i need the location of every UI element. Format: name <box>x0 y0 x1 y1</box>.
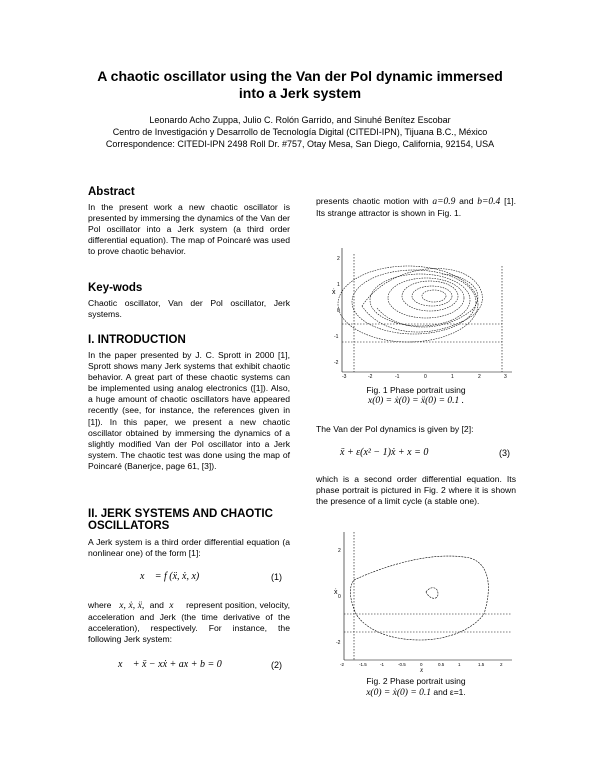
fig1-caption-text: Fig. 1 Phase portrait using <box>366 385 466 395</box>
fig1-x-tick: 2 <box>478 374 481 378</box>
jerk-heading-line-2: OSCILLATORS <box>88 520 170 532</box>
jerk-heading <box>88 508 290 532</box>
fig1-x-tick: -3 <box>342 374 347 378</box>
figure-1-phase-portrait <box>322 246 516 378</box>
param-a: a=0.9 <box>432 197 456 207</box>
paper-title <box>80 68 520 102</box>
jerk-symbol: x⃛ <box>169 601 181 611</box>
equation-2-number: (2) <box>271 660 282 670</box>
param-b: b=0.4 <box>477 197 501 207</box>
fig2-y-label: ẋ <box>334 589 338 596</box>
jerk-text-and: and <box>149 600 164 610</box>
equation-2: x⃛ + ẍ − xẋ + ax + b = 0 <box>118 659 222 670</box>
figure-2-phase-portrait <box>330 528 516 668</box>
fig2-limit-cycle <box>350 556 488 640</box>
author-names: Leonardo Acho Zuppa, Julio C. Rolón Garrido, and Sinuhé Benítez Escobar <box>149 115 451 125</box>
fig2-x-tick: -0.5 <box>398 662 406 667</box>
fig1-x-tick: -1 <box>395 374 400 378</box>
fig2-x-tick: -1.5 <box>359 662 367 667</box>
jerk-vars: x, ẋ, ẍ, <box>119 601 145 611</box>
fig2-x-tick: 0 <box>420 662 423 667</box>
author-block <box>60 114 540 150</box>
jerk-heading-line-1: II. JERK SYSTEMS AND CHAOTIC <box>88 508 273 520</box>
fig2-x-tick: -1 <box>380 662 385 667</box>
equation-3: ẍ + ε(x² − 1)ẋ + x = 0 <box>340 447 429 458</box>
fig2-caption-text: Fig. 2 Phase portrait using <box>366 676 466 686</box>
figure-1-caption <box>316 385 516 407</box>
fig1-axes <box>342 248 512 372</box>
jerk-text-1: A Jerk system is a third order differential equation (a nonlinear one) of the form [1]: <box>88 537 290 559</box>
fig1-x-tick: -2 <box>368 374 373 378</box>
fig1-y-tick: -2 <box>334 360 339 366</box>
fig1-x-tick: 1 <box>451 374 454 378</box>
introduction-section <box>88 334 290 472</box>
equation-1-number: (1) <box>271 572 282 582</box>
fig2-x-tick: -2 <box>340 662 345 667</box>
abstract-section <box>88 186 290 257</box>
fig2-y-tick: 0 <box>338 594 341 600</box>
author-correspondence: Correspondence: CITEDI-IPN 2498 Roll Dr. #757, Otay Mesa, San Diego, California, 92154, USA <box>105 139 495 149</box>
fig2-x-tick: 2 <box>500 662 503 667</box>
fig1-x-tick: 0 <box>424 374 427 378</box>
jerk-section <box>88 508 290 559</box>
introduction-text: In the paper presented by J. C. Sprott in 2000 [1], Sprott shows many Jerk systems that exhibit chaotic behavior. A great part of these chaotic systems can be implemented using analog electronics ([1]). Also, a huge amount of chaotic oscillators have appeared recently (see, for instance, the references given in [1]). In this paper, we present a new chaotic oscillator obtained by immersing the dynamics of a slightly modified Van der Pol oscillator into a Jerk system. The chaotic test was done using the map of Poincaré (Banerjce, page 61, [3]). <box>88 350 290 471</box>
fig1-attractor <box>338 266 482 342</box>
fig2-x-tick: 1.5 <box>478 662 485 667</box>
fig2-y-tick: -2 <box>336 640 341 646</box>
fig2-x-tick: 0.5 <box>438 662 445 667</box>
equation-1-row <box>88 570 290 586</box>
fig1-y-tick: 0 <box>337 308 340 314</box>
jerk-text-rest: represent position, velocity, acceleration and Jerk (the time derivative of the acceleration), respectively. For instance, the following Jerk system: <box>88 600 291 645</box>
fig2-caption-tail: and ε=1. <box>433 687 466 697</box>
fig2-x-tick: 1 <box>458 662 461 667</box>
abstract-heading: Abstract <box>88 186 135 198</box>
author-affiliation: Centro de Investigación y Desarrollo de Tecnología Digital (CITEDI-IPN), Tijuana B.C., México <box>112 127 488 137</box>
title-line-1: A chaotic oscillator using the Van der Pol dynamic immersed <box>97 68 503 84</box>
jerk-text-2 <box>88 600 290 645</box>
fig2-caption-math-line <box>316 687 516 699</box>
abstract-text: In the present work a new chaotic oscillator is presented by immersing the dynamics of the Van der Pol oscillator into a Jerk system (a third order differential equation). The map of Poincaré was used to prove chaotic behavior. <box>88 202 290 257</box>
fig2-dotted-guides <box>344 532 512 660</box>
right-text-1-pre: presents chaotic motion with <box>316 196 429 206</box>
fig1-y-tick: -1 <box>334 334 339 340</box>
right-text-1 <box>316 196 516 219</box>
fig1-dotted-guides <box>342 254 502 372</box>
fig2-axes <box>344 532 512 660</box>
right-text-1-post: [1]. Its strange attractor is shown in Fig. 1. <box>316 196 517 219</box>
right-text-1-and: and <box>459 196 474 206</box>
right-text-2: The Van der Pol dynamics is given by [2]: <box>316 424 474 434</box>
fig1-y-tick: 2 <box>337 256 340 262</box>
fig1-caption-math: x(0) = ẋ(0) = ẍ(0) = 0.1 . <box>368 396 464 406</box>
fig1-y-tick: 1 <box>337 282 340 288</box>
introduction-heading: I. INTRODUCTION <box>88 334 186 346</box>
fig2-x-label: x <box>420 666 424 674</box>
fig1-y-label: ẋ <box>332 289 336 296</box>
fig2-y-tick: 2 <box>338 548 341 554</box>
equation-3-row <box>316 446 516 462</box>
keywords-heading: Key-wods <box>88 282 143 294</box>
jerk-text-where: where <box>88 600 112 610</box>
figure-2-caption <box>316 676 516 699</box>
keywords-text: Chaotic oscillator, Van der Pol oscillator, Jerk systems. <box>88 298 290 320</box>
equation-2-row <box>88 658 290 674</box>
equation-1: x⃛ = f (ẍ, ẋ, x) <box>140 571 200 582</box>
keywords-section <box>88 282 290 320</box>
equation-3-number: (3) <box>499 448 510 458</box>
right-text-3: which is a second order differential equation. Its phase portrait is pictured in Fig. 2 where it is shown the presence of a limit cycle (a stable one). <box>316 474 516 507</box>
fig1-x-tick: 3 <box>504 374 507 378</box>
title-line-2: into a Jerk system <box>238 85 362 101</box>
fig2-caption-math: x(0) = ẋ(0) = 0.1 <box>366 688 432 698</box>
